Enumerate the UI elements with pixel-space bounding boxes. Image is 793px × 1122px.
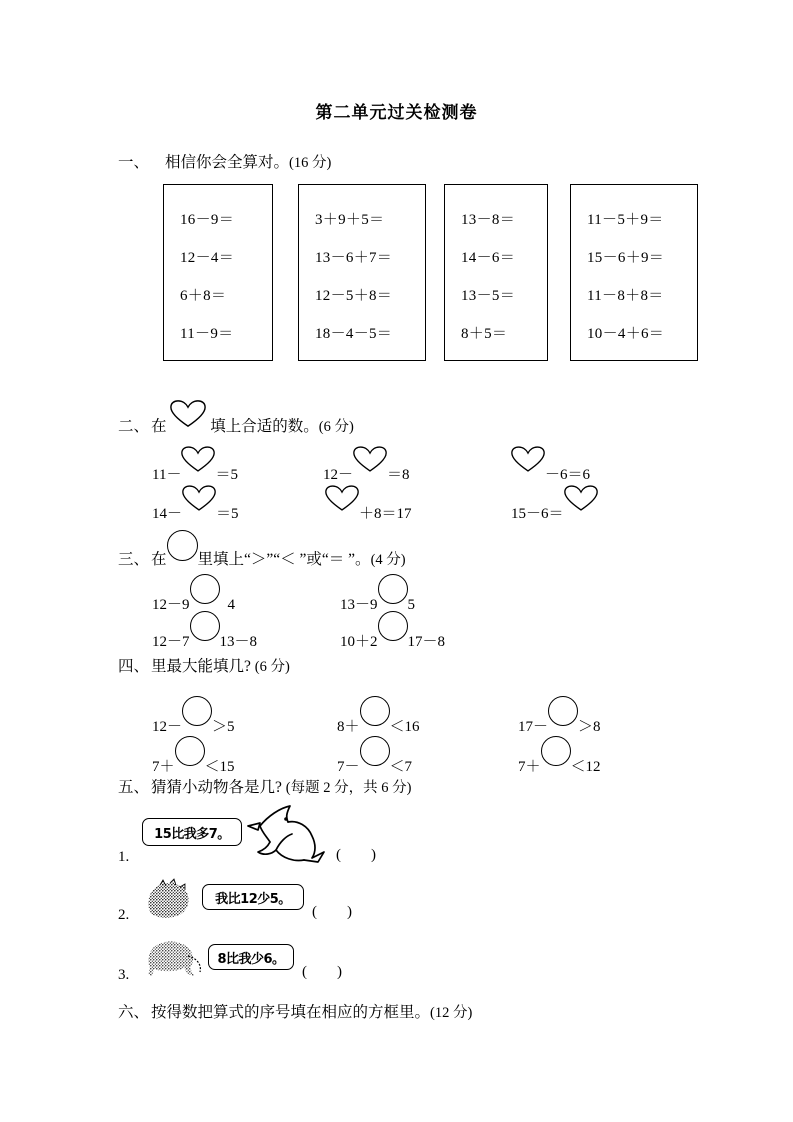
expr-before: 12－7	[152, 634, 190, 650]
circle-icon[interactable]	[190, 574, 220, 604]
heart-icon[interactable]	[564, 485, 598, 511]
section-3-points: (4 分)	[370, 552, 406, 568]
section-2-header	[118, 407, 354, 435]
problem-item	[152, 494, 239, 522]
section-3-header	[118, 538, 406, 569]
page-title: 第二单元过关检测卷	[315, 103, 478, 123]
item-index: 1.	[118, 849, 130, 865]
expr-before: 8＋	[337, 719, 360, 735]
section-2-title-after: 填上合适的数。	[210, 418, 319, 435]
item-index: 3.	[118, 967, 130, 983]
expr-after: ＜15	[204, 759, 235, 775]
calc-expression: 11－5＋9＝	[587, 212, 664, 228]
expr-after: ＝8	[387, 467, 410, 483]
expr-after: ＜16	[389, 719, 420, 735]
calc-expression: 15－6＋9＝	[587, 250, 665, 266]
circle-icon[interactable]	[548, 696, 578, 726]
calc-box	[444, 184, 548, 361]
expr-after: ＝5	[216, 506, 239, 522]
section-6-title: 按得数把算式的序号填在相应的方框里。	[151, 1004, 431, 1021]
heart-icon[interactable]	[353, 446, 387, 472]
heart-icon[interactable]	[182, 485, 216, 511]
answer-blank[interactable]: ( )	[336, 847, 376, 863]
guess-item	[118, 812, 678, 868]
heart-icon[interactable]	[181, 446, 215, 472]
expr-before: 7＋	[518, 759, 541, 775]
calc-expression: 14－6＝	[461, 250, 516, 266]
problem-item	[152, 583, 235, 613]
section-2-points: (6 分)	[318, 419, 354, 435]
calc-expression: 3＋9＋5＝	[315, 212, 385, 228]
expr-after: ＞5	[212, 719, 235, 735]
circle-icon[interactable]	[541, 736, 571, 766]
circle-icon[interactable]	[190, 611, 220, 641]
guess-item	[118, 880, 678, 924]
problem-item	[152, 745, 235, 775]
problem-item	[152, 455, 238, 483]
expr-before: 11－	[152, 467, 182, 483]
expr-before: 17－	[518, 719, 549, 735]
expr-before: 7＋	[152, 759, 175, 775]
problem-item	[340, 583, 415, 613]
section-3-title-after: 里填上“＞”“＜ ”或“＝ ”。	[197, 551, 371, 568]
calc-expression: 16－9＝	[180, 212, 235, 228]
calc-expression: 18－4－5＝	[315, 326, 393, 342]
speech-bubble: 8比我少6。	[208, 944, 294, 970]
problem-item	[325, 494, 412, 522]
expr-before: 12－9	[152, 597, 190, 613]
circle-icon	[167, 530, 198, 561]
calc-box	[163, 184, 273, 361]
expr-after: ＝5	[215, 467, 238, 483]
expr-before: 15－6＝	[511, 506, 564, 522]
section-6-number: 六、	[118, 1004, 150, 1021]
circle-icon[interactable]	[360, 736, 390, 766]
problem-item	[152, 620, 257, 650]
expr-before: 13－9	[340, 597, 378, 613]
section-5-title: 猜猜小动物各是几?	[151, 779, 282, 796]
calc-expression: 11－9＝	[180, 326, 234, 342]
problem-item	[152, 705, 235, 735]
circle-icon[interactable]	[175, 736, 205, 766]
heart-icon	[170, 400, 206, 427]
section-5-header	[118, 780, 411, 796]
guess-item	[118, 940, 678, 984]
section-1-points: (16 分)	[289, 155, 332, 171]
expr-before: 14－	[152, 506, 183, 522]
problem-item	[511, 455, 590, 483]
expr-before: 7－	[337, 759, 360, 775]
item-index: 2.	[118, 907, 130, 923]
expr-after: 4	[227, 597, 236, 613]
expr-before: 12－	[323, 467, 354, 483]
section-4-number: 四、	[118, 658, 150, 675]
calc-expression: 12－5＋8＝	[315, 288, 393, 304]
problem-item	[511, 494, 598, 522]
calc-expression: 13－6＋7＝	[315, 250, 393, 266]
calc-box	[298, 184, 426, 361]
calc-expression: 8＋5＝	[461, 326, 508, 342]
section-4-header	[118, 659, 290, 675]
calc-expression: 12－4＝	[180, 250, 235, 266]
section-1-box-row	[163, 184, 698, 361]
calc-expression: 6＋8＝	[180, 288, 227, 304]
section-4-title: 里最大能填几?	[151, 658, 251, 675]
section-1-number: 一、	[118, 154, 150, 171]
problem-item	[323, 455, 410, 483]
section-1-title: 相信你会全算对。	[165, 154, 290, 171]
section-2-title-before: 在	[151, 418, 167, 435]
expr-after: ＜12	[570, 759, 601, 775]
speech-bubble: 我比12少5。	[202, 884, 304, 910]
section-2-number: 二、	[118, 418, 150, 435]
section-4-points: (6 分)	[254, 659, 290, 675]
section-5-number: 五、	[118, 779, 150, 796]
elephant-icon	[144, 938, 206, 982]
section-6-header	[118, 1005, 472, 1021]
calc-box	[570, 184, 698, 361]
section-1-header	[118, 155, 331, 171]
expr-after: －6＝6	[545, 467, 591, 483]
expr-after: 5	[407, 597, 416, 613]
answer-blank[interactable]: ( )	[302, 964, 342, 980]
problem-item	[518, 705, 601, 735]
circle-icon[interactable]	[360, 696, 390, 726]
expr-after: 13－8	[219, 634, 258, 650]
expr-after: 17－8	[407, 634, 446, 650]
circle-icon[interactable]	[182, 696, 212, 726]
expr-before: 12－	[152, 719, 183, 735]
calc-expression: 11－8＋8＝	[587, 288, 664, 304]
heart-icon[interactable]	[511, 446, 545, 472]
problem-item	[337, 745, 412, 775]
dolphin-icon	[246, 802, 328, 868]
speech-bubble: 15比我多7。	[142, 818, 242, 846]
section-5-points: (每题 2 分，共 6 分)	[285, 780, 412, 796]
answer-blank[interactable]: ( )	[312, 904, 352, 920]
calc-expression: 13－5＝	[461, 288, 516, 304]
circle-icon[interactable]	[378, 574, 408, 604]
section-6-points: (12 分)	[430, 1005, 473, 1021]
problem-item	[337, 705, 420, 735]
calc-expression: 13－8＝	[461, 212, 516, 228]
problem-item	[340, 620, 445, 650]
expr-before: 10＋2	[340, 634, 378, 650]
section-3-title-before: 在	[151, 551, 167, 568]
expr-after: ＋8＝17	[359, 506, 412, 522]
circle-icon[interactable]	[378, 611, 408, 641]
expr-after: ＜7	[389, 759, 413, 775]
section-3-number: 三、	[118, 551, 150, 568]
hedgehog-icon	[144, 878, 194, 922]
expr-after: ＞8	[578, 719, 601, 735]
problem-item	[518, 745, 601, 775]
calc-expression: 10－4＋6＝	[587, 326, 665, 342]
heart-icon[interactable]	[325, 485, 359, 511]
